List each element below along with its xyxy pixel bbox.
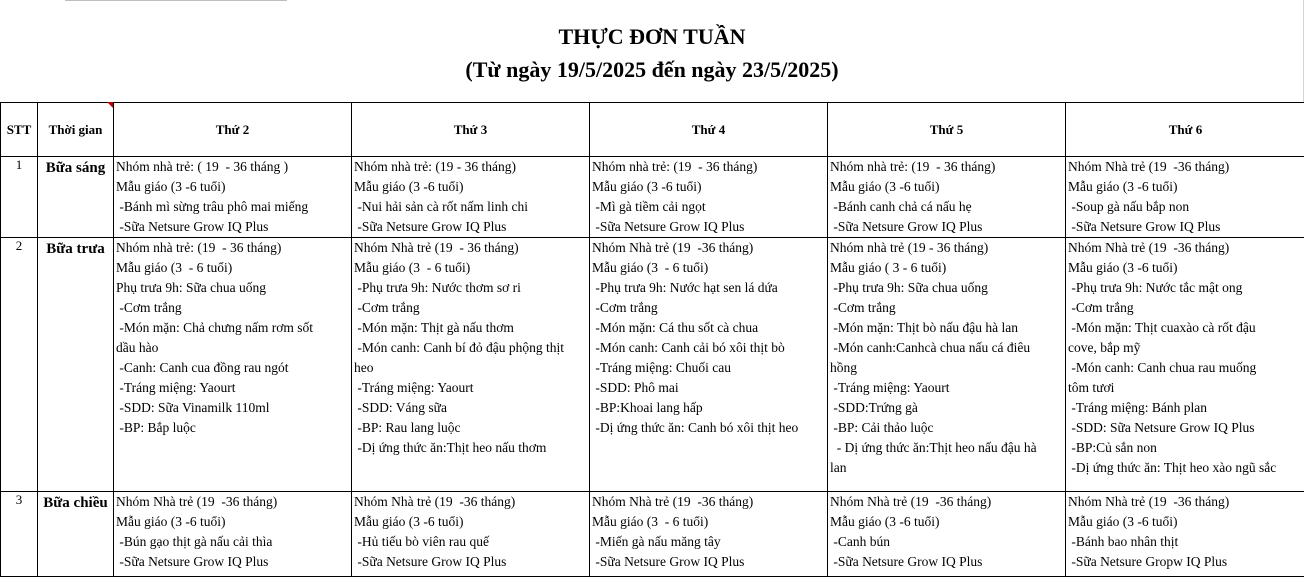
menu-line: heo	[352, 358, 589, 378]
menu-cell	[114, 157, 352, 238]
menu-line: -BP: Cải thảo luộc	[828, 418, 1065, 438]
menu-line: -SDD:Trứng gà	[828, 398, 1065, 418]
menu-line: -Món mặn: Cá thu sốt cà chua	[590, 318, 827, 338]
menu-line: -Món mặn: Chả chưng nấm rơm sốt	[114, 318, 351, 338]
menu-line: Nhóm nhà trẻ: (19 - 36 tháng)	[352, 157, 589, 177]
row-number: 2	[1, 238, 38, 492]
time-header: Thời gian	[38, 103, 114, 157]
header-row	[1, 103, 1304, 157]
menu-line: Mẫu giáo (3 - 6 tuổi)	[114, 258, 351, 278]
menu-line: dầu hào	[114, 338, 351, 358]
menu-line: Nhóm nhà trẻ (19 - 36 tháng)	[828, 238, 1065, 258]
menu-line: -Sữa Netsure Grow IQ Plus	[828, 217, 1065, 237]
menu-line: -Dị ứng thức ăn: Canh bó xôi thịt heo	[590, 418, 827, 438]
menu-line: -Tráng miệng: Bánh plan	[1066, 398, 1304, 418]
menu-line: Mẫu giáo (3 -6 tuổi)	[352, 512, 589, 532]
menu-line: Mẫu giáo (3 -6 tuổi)	[828, 512, 1065, 532]
menu-line: Nhóm Nhà trẻ (19 -36 tháng)	[352, 492, 589, 512]
day-header-tue: Thứ 3	[352, 103, 590, 157]
day-header-thu: Thứ 5	[828, 103, 1066, 157]
menu-line: -Phụ trưa 9h: Nước hạt sen lá dứa	[590, 278, 827, 298]
menu-line: -Sữa Netsure Grow IQ Plus	[352, 552, 589, 572]
menu-cell	[1066, 157, 1304, 238]
menu-line: Mẫu giáo (3 -6 tuổi)	[1066, 258, 1304, 278]
meal-time: Bữa trưa	[38, 238, 114, 492]
weekly-menu-table	[0, 102, 1304, 577]
menu-line: -Tráng miệng: Yaourt	[828, 378, 1065, 398]
menu-line: -Tráng miệng: Yaourt	[114, 378, 351, 398]
menu-line: -Món canh: Canh cải bó xôi thịt bò	[590, 338, 827, 358]
menu-line: -Sữa Netsure Grow IQ Plus	[1066, 217, 1304, 237]
menu-line: -Dị ứng thức ăn:Thịt heo nấu thơm	[352, 438, 589, 458]
menu-line: Mẫu giáo (3 -6 tuổi)	[114, 512, 351, 532]
page-title: THỰC ĐƠN TUẦN	[0, 24, 1304, 50]
menu-cell	[352, 492, 590, 577]
menu-line: Nhóm Nhà trẻ (19 -36 tháng)	[1066, 157, 1304, 177]
menu-line: Phụ trưa 9h: Sữa chua uống	[114, 278, 351, 298]
menu-line: Nhóm Nhà trẻ (19 -36 tháng)	[1066, 492, 1304, 512]
menu-line: -BP:Khoai lang hấp	[590, 398, 827, 418]
menu-cell	[828, 157, 1066, 238]
menu-line: Mẫu giáo ( 3 - 6 tuổi)	[828, 258, 1065, 278]
menu-line: -Tráng miệng: Chuối cau	[590, 358, 827, 378]
menu-line: Nhóm Nhà trẻ (19 -36 tháng)	[1066, 238, 1304, 258]
menu-line: tôm tươi	[1066, 378, 1304, 398]
menu-line: Nhóm Nhà trẻ (19 - 36 tháng)	[352, 238, 589, 258]
menu-line: -Tráng miệng: Yaourt	[352, 378, 589, 398]
menu-cell	[114, 492, 352, 577]
day-header-fri: Thứ 6	[1066, 103, 1304, 157]
menu-line: -SDD: Sữa Vinamilk 110ml	[114, 398, 351, 418]
menu-line: -SDD: Phô mai	[590, 378, 827, 398]
menu-cell	[1066, 492, 1304, 577]
menu-line: -Canh: Canh cua đồng rau ngót	[114, 358, 351, 378]
menu-cell	[1066, 238, 1304, 492]
menu-line: -Cơm trắng	[828, 298, 1065, 318]
menu-line: -Dị ứng thức ăn: Thịt heo xào ngũ sắc	[1066, 458, 1304, 478]
menu-line: -Cơm trắng	[114, 298, 351, 318]
menu-line: -Nui hải sản cà rốt nấm linh chi	[352, 197, 589, 217]
menu-cell	[352, 157, 590, 238]
menu-line: - Dị ứng thức ăn:Thịt heo nấu đậu hà	[828, 438, 1065, 458]
menu-line: Nhóm Nhà trẻ (19 -36 tháng)	[590, 238, 827, 258]
date-range: (Từ ngày 19/5/2025 đến ngày 23/5/2025)	[0, 57, 1304, 83]
menu-line: -Bánh bao nhân thịt	[1066, 532, 1304, 552]
menu-line: -Bún gạo thịt gà nấu cải thìa	[114, 532, 351, 552]
menu-line: -Sữa Netsure Grow IQ Plus	[114, 552, 351, 572]
menu-cell	[590, 238, 828, 492]
menu-line: Mẫu giáo (3 - 6 tuổi)	[352, 258, 589, 278]
meal-time: Bữa sáng	[38, 157, 114, 238]
comment-marker	[107, 102, 113, 108]
menu-cell	[352, 238, 590, 492]
menu-cell	[828, 492, 1066, 577]
menu-line: Nhóm Nhà trẻ (19 -36 tháng)	[828, 492, 1065, 512]
menu-line: -Phụ trưa 9h: Nước thơm sơ ri	[352, 278, 589, 298]
menu-header	[0, 0, 1304, 102]
table-row-lunch	[1, 238, 1304, 492]
menu-line: -SDD: Sữa Netsure Grow IQ Plus	[1066, 418, 1304, 438]
row-number: 3	[1, 492, 38, 577]
menu-line: Mẫu giáo (3 -6 tuổi)	[1066, 177, 1304, 197]
meal-time: Bữa chiều	[38, 492, 114, 577]
menu-line: -Mì gà tiềm cải ngọt	[590, 197, 827, 217]
menu-line: -Miến gà nấu măng tây	[590, 532, 827, 552]
table-row-afternoon	[1, 492, 1304, 577]
menu-line: -BP: Rau lang luộc	[352, 418, 589, 438]
row-number: 1	[1, 157, 38, 238]
menu-line: cove, bắp mỹ	[1066, 338, 1304, 358]
menu-cell	[828, 238, 1066, 492]
menu-line: -BP:Củ sắn non	[1066, 438, 1304, 458]
menu-line: Mẫu giáo (3 - 6 tuổi)	[590, 258, 827, 278]
day-header-wed: Thứ 4	[590, 103, 828, 157]
menu-cell	[590, 492, 828, 577]
menu-line: -Phụ trưa 9h: Sữa chua uống	[828, 278, 1065, 298]
menu-line: lan	[828, 458, 1065, 478]
menu-line: Mẫu giáo (3 -6 tuổi)	[828, 177, 1065, 197]
menu-line: -Soup gà nấu bắp non	[1066, 197, 1304, 217]
menu-line: -BP: Bắp luộc	[114, 418, 351, 438]
menu-line: -Sữa Netsure Grow IQ Plus	[114, 217, 351, 237]
menu-line: -Món canh: Canh bí đỏ đậu phộng thịt	[352, 338, 589, 358]
menu-line: -Cơm trắng	[352, 298, 589, 318]
menu-line: Nhóm Nhà trẻ (19 -36 tháng)	[590, 492, 827, 512]
menu-cell	[114, 238, 352, 492]
menu-line: Mẫu giáo (3 -6 tuổi)	[352, 177, 589, 197]
menu-line: -Phụ trưa 9h: Nước tắc mật ong	[1066, 278, 1304, 298]
menu-line: -Món mặn: Thịt cuaxào cà rốt đậu	[1066, 318, 1304, 338]
day-header-mon: Thứ 2	[114, 103, 352, 157]
menu-line: -Canh bún	[828, 532, 1065, 552]
menu-line: -Sữa Netsure Grow IQ Plus	[828, 552, 1065, 572]
table-row-breakfast	[1, 157, 1304, 238]
menu-line: Mẫu giáo (3 - 6 tuổi)	[590, 512, 827, 532]
menu-line: -Bánh mì sừng trâu phô mai miếng	[114, 197, 351, 217]
menu-line: -Món mặn: Thịt bò nấu đậu hà lan	[828, 318, 1065, 338]
menu-cell	[590, 157, 828, 238]
menu-line: -Sữa Netsure Gropw IQ Plus	[1066, 552, 1304, 572]
stt-header: STT	[1, 103, 38, 157]
menu-line: -Sữa Netsure Grow IQ Plus	[352, 217, 589, 237]
menu-line: Mẫu giáo (3 -6 tuổi)	[590, 177, 827, 197]
menu-line: hồng	[828, 358, 1065, 378]
menu-line: -Sữa Netsure Grow IQ Plus	[590, 217, 827, 237]
menu-line: Nhóm nhà trẻ: ( 19 - 36 tháng )	[114, 157, 351, 177]
menu-line: -Cơm trắng	[590, 298, 827, 318]
menu-line: Nhóm nhà trẻ: (19 - 36 tháng)	[828, 157, 1065, 177]
menu-line: -Món mặn: Thịt gà nấu thơm	[352, 318, 589, 338]
menu-line: -Món canh:Canhcà chua nấu cá điêu	[828, 338, 1065, 358]
menu-line: -Hủ tiếu bò viên rau quế	[352, 532, 589, 552]
menu-line: -Cơm trắng	[1066, 298, 1304, 318]
menu-line: Nhóm nhà trẻ: (19 - 36 tháng)	[114, 238, 351, 258]
menu-line: Mẫu giáo (3 -6 tuổi)	[114, 177, 351, 197]
menu-line: Nhóm Nhà trẻ (19 -36 tháng)	[114, 492, 351, 512]
menu-line: -Món canh: Canh chua rau muống	[1066, 358, 1304, 378]
menu-line: Mẫu giáo (3 -6 tuổi)	[1066, 512, 1304, 532]
menu-line: -Bánh canh chả cá nấu hẹ	[828, 197, 1065, 217]
menu-line: -SDD: Váng sữa	[352, 398, 589, 418]
menu-line: -Sữa Netsure Grow IQ Plus	[590, 552, 827, 572]
menu-line: Nhóm nhà trẻ: (19 - 36 tháng)	[590, 157, 827, 177]
